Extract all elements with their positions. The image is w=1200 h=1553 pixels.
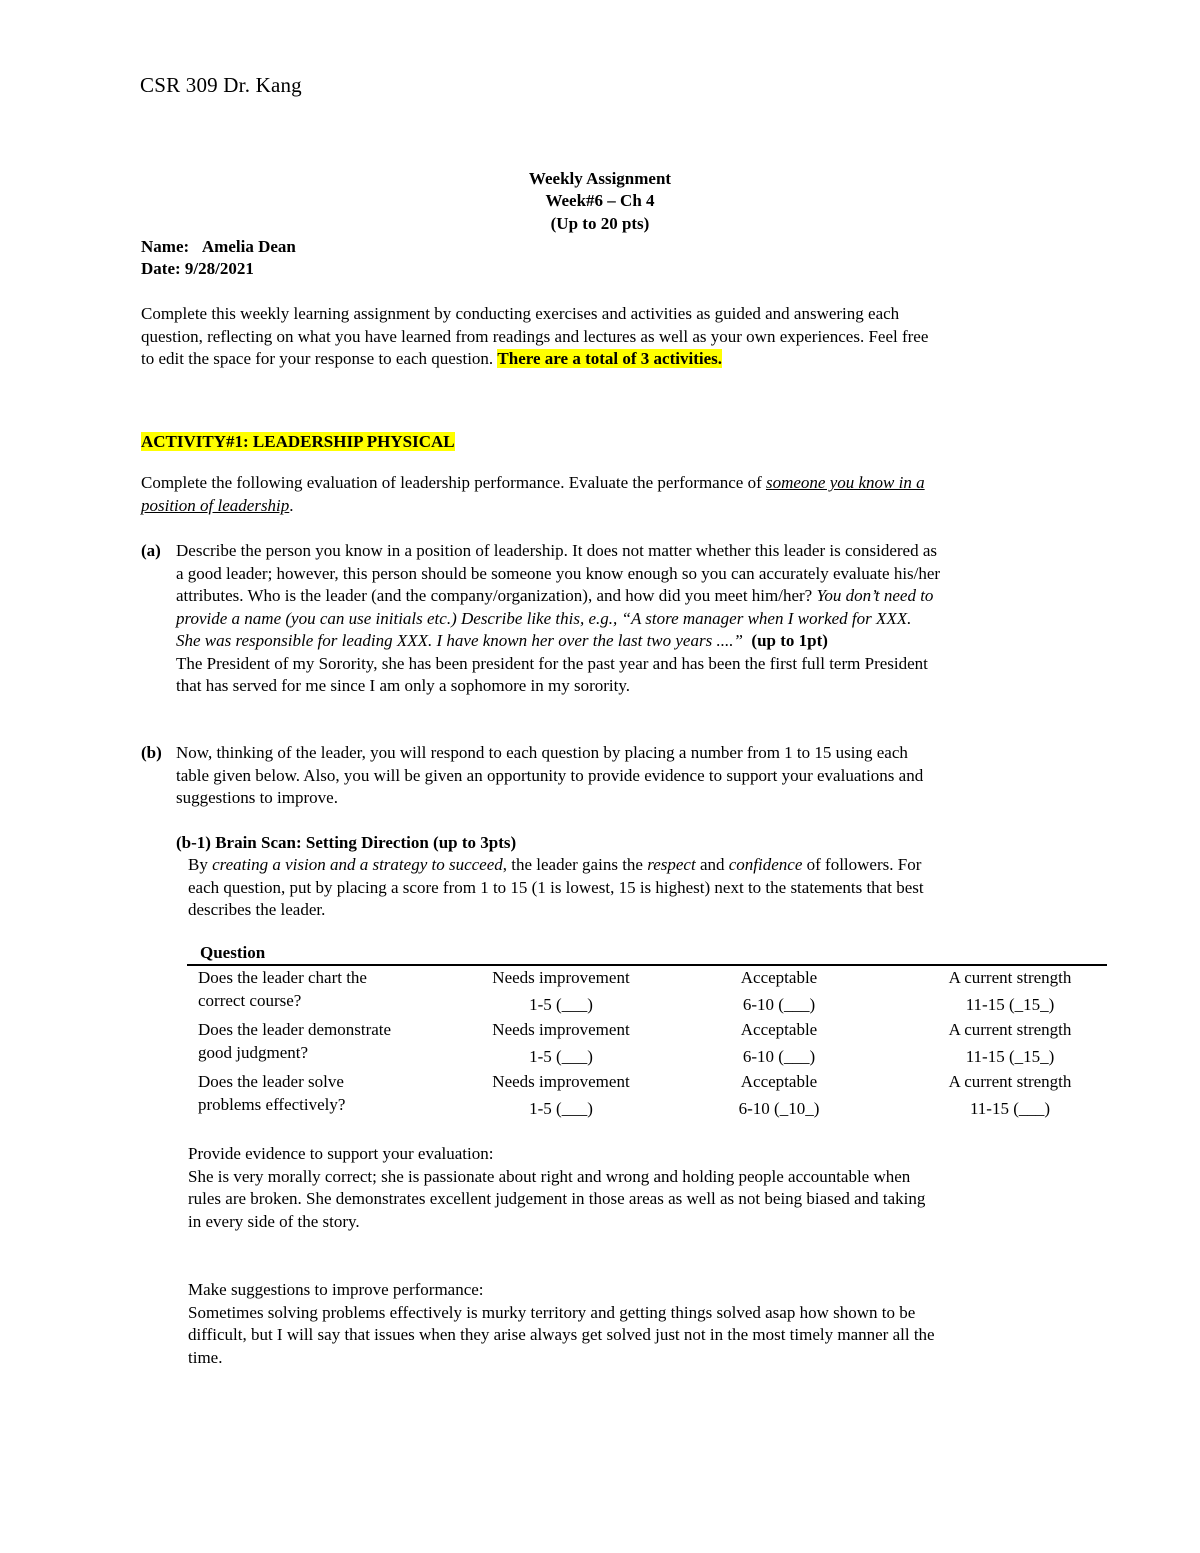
suggestions-prompt: Make suggestions to improve performance: bbox=[188, 1280, 484, 1299]
intro-line: Complete this weekly learning assignment by conducting exercises and activities as guided and answering each bbox=[141, 304, 900, 323]
date-label: Date: bbox=[141, 259, 181, 278]
name-value: Amelia Dean bbox=[201, 237, 296, 256]
rating-needs-improvement: Needs improvement 1-5 (___) bbox=[492, 1072, 630, 1118]
activity-instructions: Complete the following evaluation of leadership performance. Evaluate the performance of someone you know in a position of leadership. bbox=[141, 473, 925, 515]
intro-line: to edit the space for your response to each question. There are a total of 3 activities. bbox=[141, 349, 722, 368]
intro-paragraph bbox=[141, 303, 1061, 371]
date-line bbox=[141, 258, 254, 281]
rating-needs-improvement: Needs improvement 1-5 (___) bbox=[492, 1020, 630, 1066]
part-b-prompt: Now, thinking of the leader, you will respond to each question by placing a number from 1 to 15 using each table given below. Also, you will be given an opportunity to provide evidence to support your evaluations and suggestions to improve. bbox=[176, 743, 924, 807]
part-a-prompt: Describe the person you know in a position of leadership. It does not matter whether this leader is considered as a good leader; however, this person should be someone you know enough so you can accurately evaluate his/her attributes. Who is the leader (and the company/organization), and how did you meet him/her? You don’t need to provide a name (you can use initials etc.) Describe like this, e.g., “A store manager when I worked for XXX. She was responsible for leading XXX. I have known her over the last two years ....” (up to 1pt) The President of my Sorority, she has been president for the past year and has been the first full term President that has served for me since I am only a sophomore in my sorority. bbox=[176, 540, 1076, 698]
name-label: Name: bbox=[141, 237, 190, 256]
assignment-points: (Up to 20 pts) bbox=[550, 214, 650, 233]
part-a-label: (a) bbox=[141, 541, 161, 560]
intro-line: question, reflecting on what you have learned from readings and lectures as well as your own experiences. Feel free bbox=[141, 326, 929, 346]
rating-current-strength: A current strength 11-15 (___) bbox=[948, 1072, 1072, 1118]
rating-acceptable: Acceptable 6-10 (___) bbox=[740, 968, 818, 1014]
date-value: 9/28/2021 bbox=[184, 259, 254, 278]
rating-acceptable: Acceptable 6-10 (___) bbox=[740, 1020, 818, 1066]
activity-heading: ACTIVITY#1: LEADERSHIP PHYSICAL bbox=[141, 432, 455, 451]
rating-current-strength: A current strength 11-15 (_15_) bbox=[948, 1020, 1072, 1066]
activity-count-highlight: There are a total of 3 activities. bbox=[497, 349, 722, 368]
part-a-answer: The President of my Sorority, she has been president for the past year and has been the first full term President bbox=[176, 653, 928, 673]
rating-needs-improvement: Needs improvement 1-5 (___) bbox=[492, 968, 630, 1014]
table-row: Does the leader demonstrate good judgment? Needs improvement 1-5 (___) Acceptable 6-10 (___) A current strength 11-15 (_15_) bbox=[187, 1019, 1107, 1069]
rating-current-strength: A current strength 11-15 (_15_) bbox=[948, 968, 1072, 1014]
table-row: Does the leader solve problems effectively? Needs improvement 1-5 (___) Acceptable 6-10 (_10_) A current strength 11-15 (___) bbox=[187, 1071, 1107, 1121]
b1-instructions: By creating a vision and a strategy to succeed, the leader gains the respect and confidence of followers. For each question, put by placing a score from 1 to 15 (1 is lowest, 15 is highest) next to the statements that best describes the leader. bbox=[188, 855, 924, 919]
table-header-question: Question bbox=[200, 943, 266, 962]
b1-heading: (b-1) Brain Scan: Setting Direction (up to 3pts) bbox=[176, 833, 517, 852]
assignment-week: Week#6 – Ch 4 bbox=[545, 191, 655, 210]
evidence-section: Provide evidence to support your evaluation: She is very morally correct; she is passionate about right and wrong and holding people accountable when rules are broken. She demonstrates excellent judgement in those areas as well as not being biased and taking in every side of the story. bbox=[188, 1143, 1088, 1233]
course-header: CSR 309 Dr. Kang bbox=[140, 73, 302, 97]
name-line bbox=[141, 236, 296, 259]
assignment-title: Weekly Assignment bbox=[528, 169, 672, 188]
table-header-rule bbox=[187, 964, 1107, 966]
table-row: Does the leader chart the correct course? Needs improvement 1-5 (___) Acceptable 6-10 (___) A current strength 11-15 (_15_) bbox=[187, 967, 1107, 1017]
part-a-answer: that has served for me since I am only a sophomore in my sorority. bbox=[176, 676, 631, 695]
rating-acceptable: Acceptable 6-10 (_10_) bbox=[738, 1072, 820, 1118]
evidence-prompt: Provide evidence to support your evaluation: bbox=[188, 1144, 494, 1163]
suggestions-section: Make suggestions to improve performance: Sometimes solving problems effectively is murky territory and getting things solved asap how shown to be difficult, but I will say that issues when they arise always get solved just not in the most timely manner all the time. bbox=[188, 1279, 1088, 1369]
part-b-label: (b) bbox=[141, 743, 162, 762]
